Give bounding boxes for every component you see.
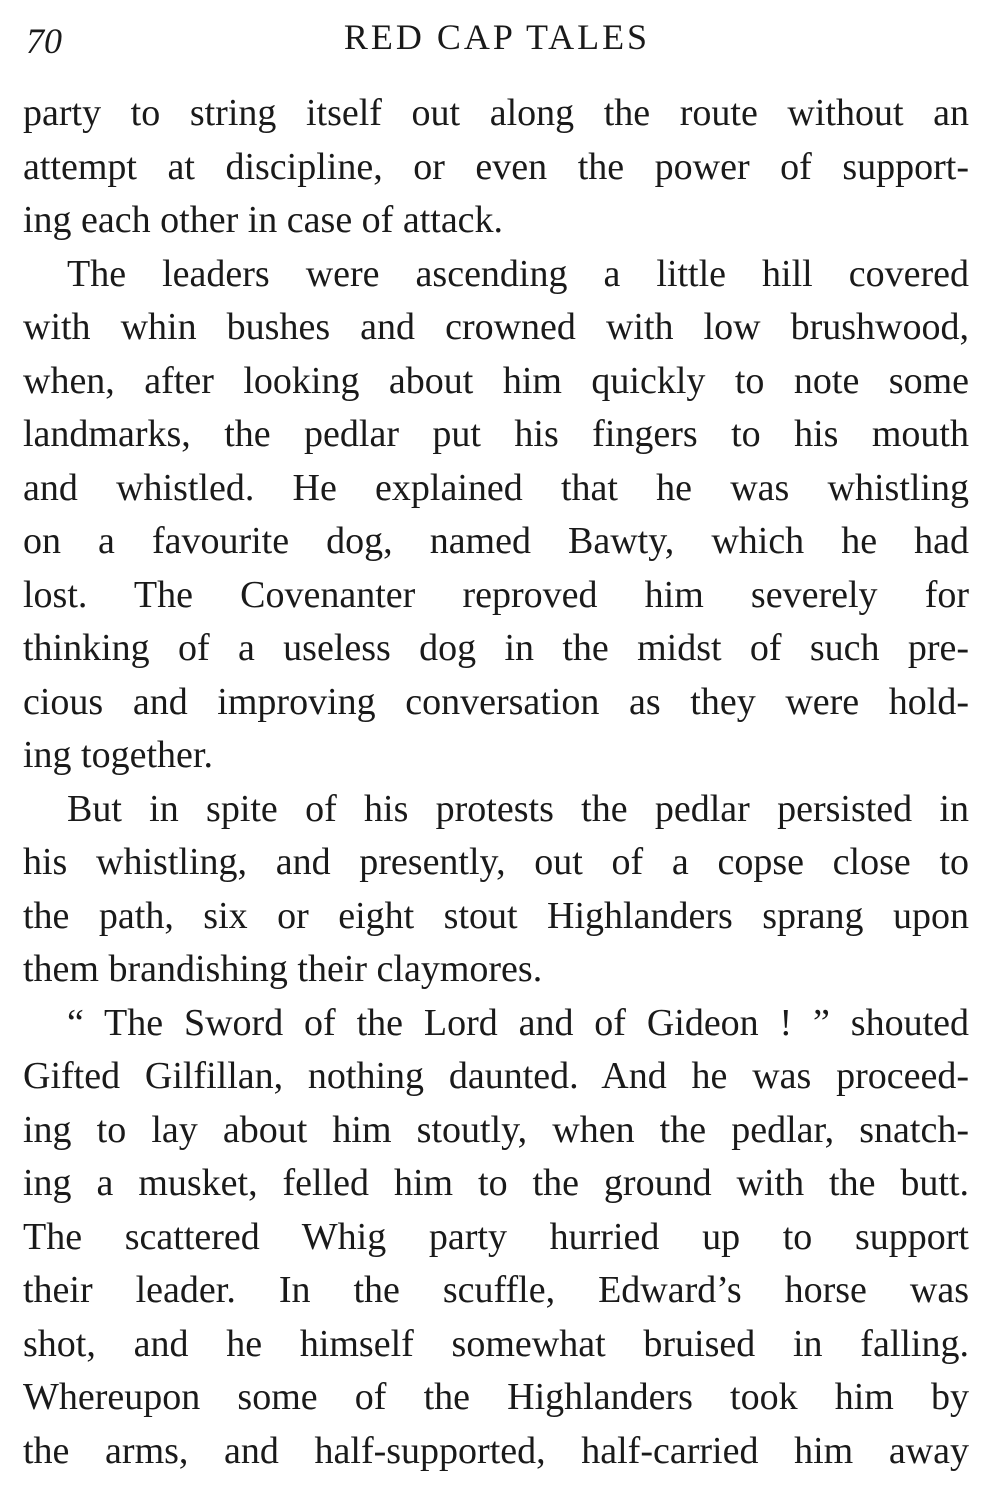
- text-line: But in spite of his protests the pedlar persisted in: [67, 787, 969, 830]
- text-line: Whereupon some of the Highlanders took him by: [23, 1376, 969, 1418]
- paragraph: [23, 248, 969, 783]
- text-line: with whin bushes and crowned with low brushwood,: [23, 306, 969, 348]
- text-line: Gifted Gilfillan, nothing daunted. And he was proceed-: [23, 1055, 969, 1097]
- text-line: party to string itself out along the route without an: [23, 92, 969, 134]
- text-line: their leader. In the scuffle, Edward’s horse was: [23, 1269, 969, 1311]
- text-line: the path, six or eight stout Highlanders sprang upon: [23, 894, 969, 937]
- text-line: The leaders were ascending a little hill covered: [67, 252, 969, 295]
- text-line: attempt at discipline, or even the power of support-: [23, 145, 969, 188]
- text-line: the arms, and half-supported, half-carried him away: [23, 1429, 969, 1472]
- paragraph: [23, 783, 969, 997]
- text-line: and whistled. He explained that he was whistling: [23, 466, 969, 509]
- body-text: [23, 87, 969, 1478]
- text-line: cious and improving conversation as they were hold-: [23, 680, 969, 723]
- text-line: ing to lay about him stoutly, when the pedlar, snatch-: [23, 1108, 969, 1151]
- text-line: on a favourite dog, named Bawty, which he had: [23, 520, 969, 562]
- text-line: them brandishing their claymores.: [23, 948, 543, 990]
- text-line: “ The Sword of the Lord and of Gideon ! ” shouted: [67, 1001, 969, 1044]
- text-line: ing together.: [23, 734, 213, 776]
- text-line: his whistling, and presently, out of a copse close to: [23, 841, 969, 883]
- text-line: shot, and he himself somewhat bruised in falling.: [23, 1322, 969, 1365]
- text-line: ing a musket, felled him to the ground with the butt.: [23, 1162, 969, 1204]
- paragraph: [23, 87, 969, 248]
- text-line: when, after looking about him quickly to note some: [23, 359, 969, 402]
- text-line: ing each other in case of attack.: [23, 199, 504, 241]
- running-title: RED CAP TALES: [343, 17, 651, 57]
- text-line: thinking of a useless dog in the midst of such pre-: [23, 627, 969, 669]
- paragraph: [23, 997, 969, 1479]
- text-line: landmarks, the pedlar put his fingers to his mouth: [23, 413, 969, 455]
- text-line: The scattered Whig party hurried up to support: [23, 1215, 969, 1258]
- page-header: [20, 10, 974, 60]
- page-number: 70: [26, 21, 62, 61]
- text-line: lost. The Covenanter reproved him severely for: [23, 573, 969, 616]
